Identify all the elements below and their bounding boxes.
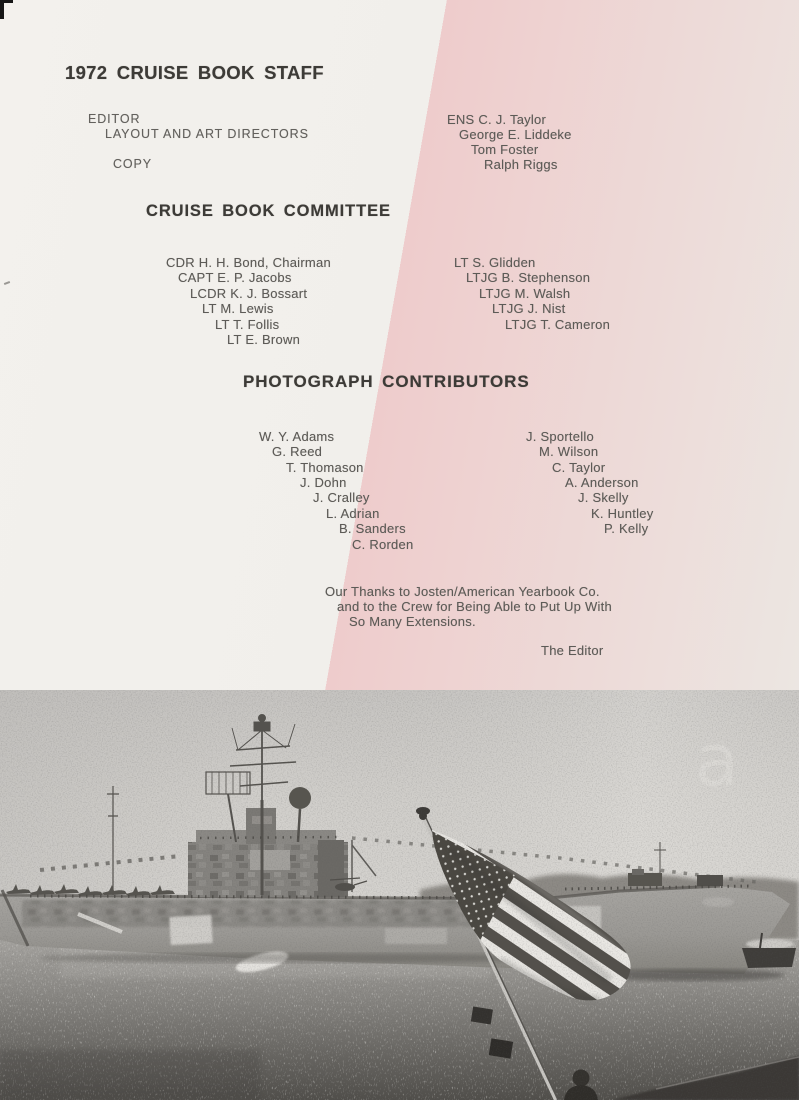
contributor: A. Anderson: [565, 475, 639, 490]
contributor: M. Wilson: [539, 444, 599, 459]
committee-member: LTJG B. Stephenson: [466, 270, 591, 285]
committee-member: LT E. Brown: [227, 332, 301, 347]
contributor: W. Y. Adams: [259, 429, 335, 444]
contributor: J. Cralley: [313, 490, 370, 505]
photo-grain: [0, 690, 799, 1100]
thanks-line: and to the Crew for Being Able to Put Up With: [337, 599, 613, 614]
contributor: G. Reed: [272, 444, 323, 459]
page-title: 1972 CRUISE BOOK STAFF: [65, 62, 324, 83]
scan-speck: [4, 281, 10, 285]
contributor: L. Adrian: [326, 506, 380, 521]
committee-member: LT S. Glidden: [454, 255, 536, 270]
staff-role: EDITOR: [88, 112, 141, 126]
photo-watermark-letter: a: [695, 718, 740, 802]
staff-name: George E. Liddeke: [459, 127, 572, 142]
editor-signature: The Editor: [541, 643, 604, 658]
contributor: C. Taylor: [552, 460, 606, 475]
committee-member: CDR H. H. Bond, Chairman: [166, 255, 331, 270]
thanks-line: So Many Extensions.: [349, 614, 476, 629]
staff-name: Tom Foster: [471, 142, 539, 157]
committee-member: LCDR K. J. Bossart: [190, 286, 308, 301]
contributor: J. Dohn: [300, 475, 347, 490]
contributor: B. Sanders: [339, 521, 406, 536]
photo-aircraft-carrier: [0, 690, 799, 1100]
contributor: K. Huntley: [591, 506, 654, 521]
committee-heading: CRUISE BOOK COMMITTEE: [146, 202, 391, 220]
committee-member: LT T. Follis: [215, 317, 280, 332]
committee-member: LTJG M. Walsh: [479, 286, 571, 301]
contributor: C. Rorden: [352, 537, 414, 552]
staff-name: ENS C. J. Taylor: [447, 112, 547, 127]
scan-corner-mark-horizontal: [0, 0, 13, 3]
committee-member: LT M. Lewis: [202, 301, 274, 316]
thanks-line: Our Thanks to Josten/American Yearbook Co.: [325, 584, 600, 599]
committee-member: LTJG T. Cameron: [505, 317, 611, 332]
staff-role: COPY: [113, 157, 153, 171]
contributor: J. Sportello: [526, 429, 595, 444]
contributor: P. Kelly: [604, 521, 649, 536]
staff-name: Ralph Riggs: [484, 157, 558, 172]
contributors-heading: PHOTOGRAPH CONTRIBUTORS: [243, 372, 530, 391]
committee-member: LTJG J. Nist: [492, 301, 566, 316]
staff-role: LAYOUT AND ART DIRECTORS: [105, 127, 309, 141]
contributor: J. Skelly: [578, 490, 629, 505]
committee-member: CAPT E. P. Jacobs: [178, 270, 292, 285]
contributor: T. Thomason: [286, 460, 364, 475]
